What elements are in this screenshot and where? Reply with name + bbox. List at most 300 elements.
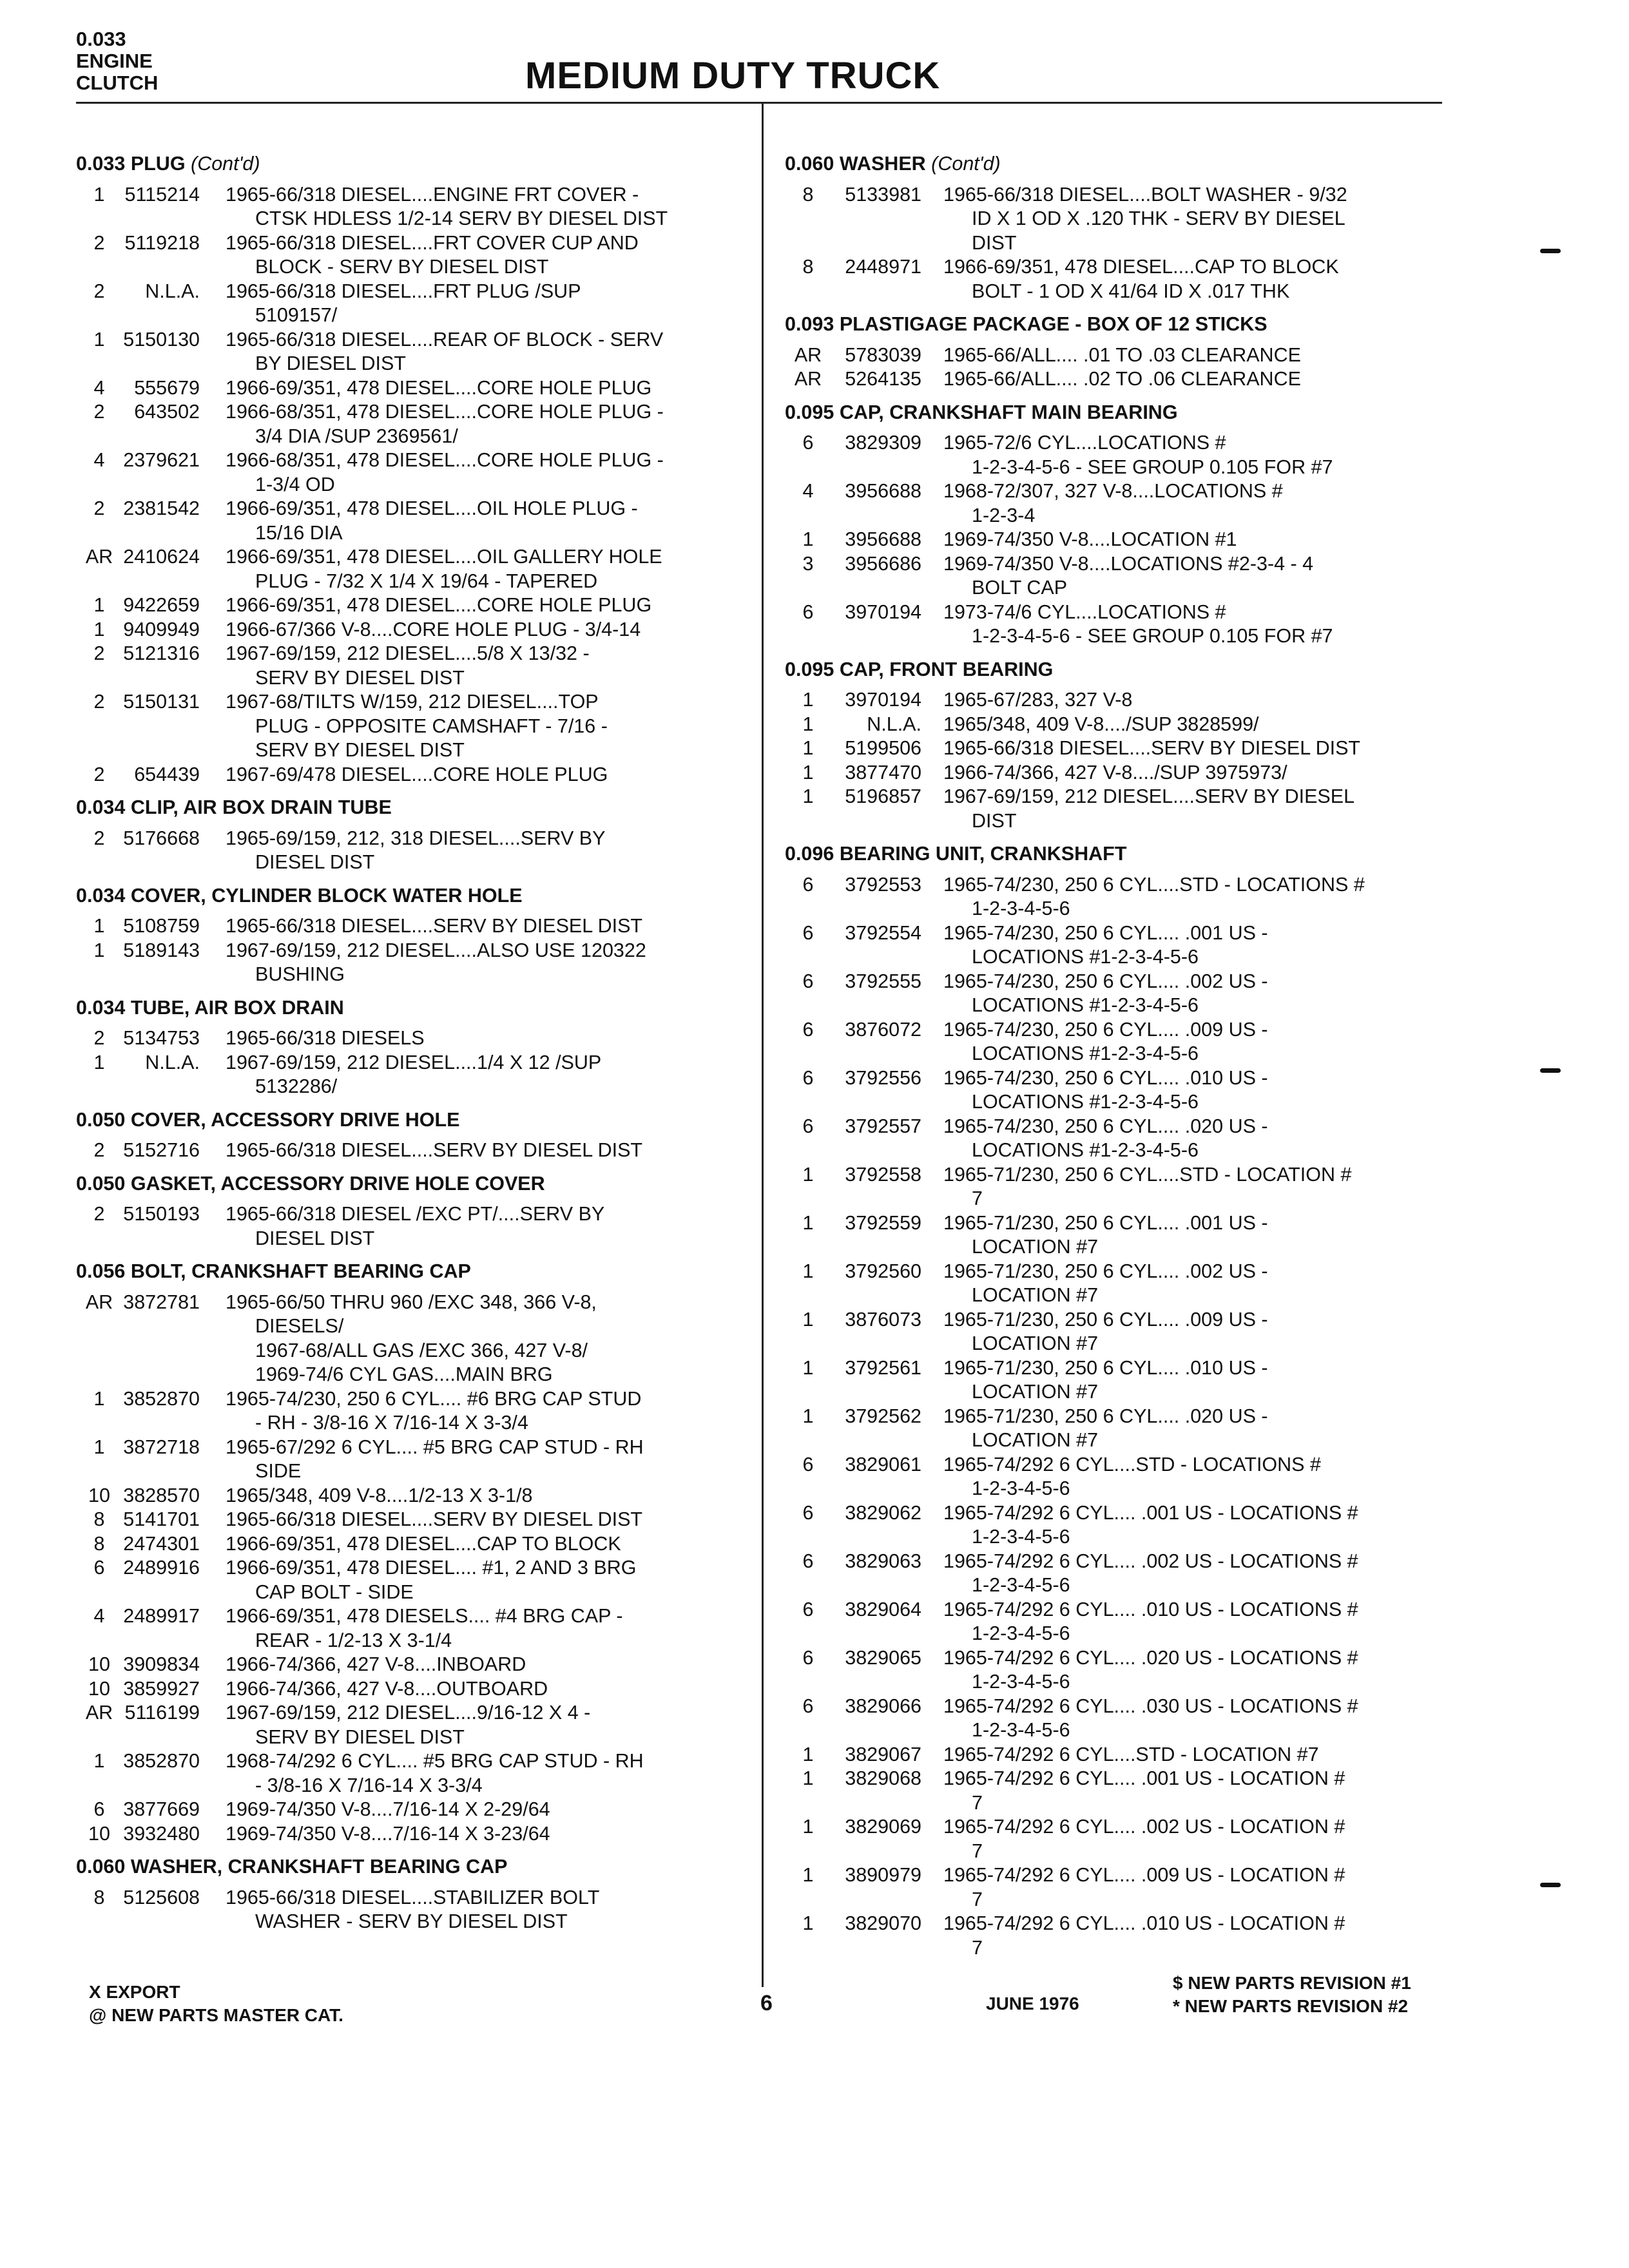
description-line: BY DIESEL DIST <box>255 352 406 374</box>
part-row <box>785 1912 1449 1960</box>
part-number: 555679 <box>134 376 200 399</box>
part-row <box>785 1163 1449 1211</box>
description-line: 1965-74/292 6 CYL.... .002 US - LOCATION # <box>943 1816 1345 1838</box>
margin-mark <box>1540 1068 1561 1073</box>
description-line: LOCATION #7 <box>972 1284 1099 1306</box>
part-description <box>226 1556 753 1604</box>
description-line: 1966-69/351, 478 DIESEL....OIL GALLERY HOLE <box>226 546 662 568</box>
part-number: 5199506 <box>845 737 921 759</box>
part-qty: 6 <box>802 1018 814 1041</box>
description-line: 1965-71/230, 250 6 CYL.... .009 US - <box>943 1308 1268 1331</box>
part-number: N.L.A. <box>145 280 200 302</box>
part-qty: 2 <box>93 231 105 254</box>
part-description <box>943 431 1449 479</box>
description-line: LOCATIONS #1-2-3-4-5-6 <box>972 994 1199 1016</box>
description-line: 1966-69/351, 478 DIESEL....CAP TO BLOCK <box>226 1532 621 1555</box>
part-number: 3909834 <box>123 1653 200 1675</box>
part-description <box>226 1886 753 1934</box>
description-line: 1966-74/366, 427 V-8....OUTBOARD <box>226 1677 548 1700</box>
description-line: 1965-74/230, 250 6 CYL.... .001 US - <box>943 921 1268 944</box>
description-line: 1965-69/159, 212, 318 DIESEL....SERV BY <box>226 827 606 849</box>
part-row <box>785 552 1449 601</box>
part-qty: 6 <box>802 873 814 896</box>
part-row <box>785 255 1449 303</box>
part-row <box>785 1453 1449 1501</box>
part-number: 5121316 <box>123 642 200 664</box>
part-qty: 1 <box>802 713 814 735</box>
description-line: 1966-69/351, 478 DIESELS.... #4 BRG CAP - <box>226 1605 623 1627</box>
part-description <box>226 763 753 787</box>
description-line: 1965-74/230, 250 6 CYL.... #6 BRG CAP STUD <box>226 1387 642 1410</box>
description-line: 1965-66/50 THRU 960 /EXC 348, 366 V-8, <box>226 1291 597 1313</box>
part-qty: 6 <box>802 601 814 623</box>
part-qty: 1 <box>802 1816 814 1838</box>
part-row <box>76 376 753 401</box>
description-line: 1969-74/350 V-8....LOCATIONS #2-3-4 - 4 <box>943 552 1314 575</box>
part-number: 3792554 <box>845 921 921 944</box>
description-line: 1967-69/159, 212 DIESEL....1/4 X 12 /SUP <box>226 1051 602 1073</box>
description-line: LOCATION #7 <box>972 1429 1099 1451</box>
part-row <box>785 431 1449 479</box>
part-number: 3877470 <box>845 761 921 783</box>
part-description <box>943 873 1449 921</box>
description-line: 1-2-3-4-5-6 - SEE GROUP 0.105 FOR #7 <box>972 456 1333 478</box>
part-description <box>226 1798 753 1822</box>
part-description <box>943 1646 1449 1695</box>
part-description <box>226 1026 753 1051</box>
part-number: 2410624 <box>123 546 200 568</box>
description-line: 1965-66/318 DIESEL....SERV BY DIESEL DIST <box>226 1508 643 1530</box>
part-row <box>785 688 1449 713</box>
part-number: 3792560 <box>845 1260 921 1282</box>
section-title: COVER, CYLINDER BLOCK WATER HOLE <box>130 884 523 907</box>
part-number: 3792555 <box>845 970 921 992</box>
part-number: 5119218 <box>124 231 200 254</box>
section-code: 0.095 <box>785 658 834 680</box>
part-qty: 2 <box>93 280 105 302</box>
part-description <box>226 618 753 642</box>
description-line: 1966-74/366, 427 V-8....INBOARD <box>226 1653 526 1675</box>
description-line: 1965-66/ALL.... .02 TO .06 CLEARANCE <box>943 368 1301 390</box>
description-line: 1967-69/478 DIESEL....CORE HOLE PLUG <box>226 763 608 785</box>
part-description <box>226 1202 753 1251</box>
part-number: 5134753 <box>123 1027 200 1049</box>
description-line: 1965-74/230, 250 6 CYL....STD - LOCATIONS # <box>943 873 1365 896</box>
part-row <box>76 1798 753 1822</box>
part-row <box>785 1405 1449 1453</box>
description-line: 1-2-3-4-5-6 <box>972 1526 1070 1548</box>
part-qty: 6 <box>802 1501 814 1524</box>
part-description <box>943 1695 1449 1743</box>
part-description <box>226 400 753 448</box>
part-qty: 10 <box>88 1653 110 1675</box>
description-line: 1965-71/230, 250 6 CYL.... .001 US - <box>943 1211 1268 1234</box>
section-code: 0.060 <box>76 1856 126 1878</box>
part-number: 5176668 <box>123 827 200 849</box>
part-row <box>76 1291 753 1387</box>
section-title: CLIP, AIR BOX DRAIN TUBE <box>130 796 392 818</box>
part-description <box>226 642 753 690</box>
description-line: 1-2-3-4-5-6 <box>972 1622 1070 1644</box>
part-qty: 6 <box>802 1066 814 1089</box>
part-row <box>76 763 753 787</box>
part-description <box>226 914 753 939</box>
description-line: 1968-74/292 6 CYL.... #5 BRG CAP STUD - RH <box>226 1750 644 1772</box>
part-number: 3890979 <box>845 1864 921 1886</box>
part-row <box>76 1749 753 1798</box>
description-line: 1965-66/318 DIESEL....SERV BY DIESEL DIST <box>943 737 1361 759</box>
part-row <box>76 400 753 448</box>
part-row <box>76 1051 753 1099</box>
description-line: 1965-74/292 6 CYL.... .030 US - LOCATIONS # <box>943 1695 1358 1717</box>
part-number: 3829070 <box>845 1912 921 1934</box>
part-qty: 8 <box>802 256 814 278</box>
part-qty: 1 <box>802 689 814 711</box>
part-description <box>943 367 1449 392</box>
part-number: N.L.A. <box>145 1051 200 1073</box>
description-line: BLOCK - SERV BY DIESEL DIST <box>255 256 549 278</box>
part-qty: 6 <box>802 921 814 944</box>
part-number: 5783039 <box>845 343 921 366</box>
section-code: 0.033 <box>76 153 126 175</box>
description-line: 1965-71/230, 250 6 CYL.... .020 US - <box>943 1405 1268 1427</box>
header-code-line: 0.033 <box>76 28 126 50</box>
part-description <box>943 1211 1449 1260</box>
right-column <box>785 152 1449 1960</box>
part-number: 3829062 <box>845 1501 921 1524</box>
description-line: 1965-74/292 6 CYL.... .001 US - LOCATIONS # <box>943 1501 1358 1524</box>
section-title: TUBE, AIR BOX DRAIN <box>130 996 344 1019</box>
description-line: 1967-69/159, 212 DIESEL....5/8 X 13/32 - <box>226 642 590 664</box>
part-number: 5125608 <box>123 1886 200 1908</box>
part-description <box>943 1115 1449 1163</box>
part-description <box>226 1822 753 1847</box>
footer-master-cat-note: @ NEW PARTS MASTER CAT. <box>89 2005 343 2025</box>
part-qty: 6 <box>93 1557 105 1579</box>
part-description <box>943 713 1449 737</box>
part-number: 3829066 <box>845 1695 921 1717</box>
part-row <box>76 1508 753 1532</box>
section-code: 0.034 <box>76 796 126 818</box>
footer-date: JUNE 1976 <box>986 1994 1079 2013</box>
part-qty: 1 <box>802 1211 814 1234</box>
part-description <box>226 1677 753 1702</box>
part-number: 3859927 <box>123 1677 200 1700</box>
part-number: 5115214 <box>124 183 200 206</box>
part-row <box>785 479 1449 528</box>
part-description <box>943 1260 1449 1308</box>
column-divider <box>762 103 764 1987</box>
part-description <box>943 1912 1449 1960</box>
description-line: 1968-72/307, 327 V-8....LOCATIONS # <box>943 480 1283 502</box>
part-qty: 2 <box>93 1203 105 1225</box>
description-line: 1965-71/230, 250 6 CYL.... .002 US - <box>943 1260 1268 1282</box>
description-line: 1967-68/ALL GAS /EXC 366, 427 V-8/ <box>255 1339 588 1361</box>
header-code-line: ENGINE <box>76 50 153 72</box>
section-heading <box>76 884 753 908</box>
description-line: 1965-66/ALL.... .01 TO .03 CLEARANCE <box>943 343 1301 366</box>
part-row <box>76 183 753 231</box>
part-description <box>943 343 1449 368</box>
description-line: 1969-74/6 CYL GAS....MAIN BRG <box>255 1363 553 1385</box>
section-title: GASKET, ACCESSORY DRIVE HOLE COVER <box>130 1172 545 1195</box>
description-line: REAR - 1/2-13 X 3-1/4 <box>255 1629 452 1651</box>
description-line: LOCATION #7 <box>972 1381 1099 1403</box>
description-line: LOCATIONS #1-2-3-4-5-6 <box>972 1043 1199 1064</box>
part-description <box>943 785 1449 833</box>
part-row <box>785 1815 1449 1863</box>
description-line: 5132286/ <box>255 1075 338 1097</box>
part-qty: 1 <box>93 1051 105 1073</box>
part-number: 3792562 <box>845 1405 921 1427</box>
description-line: 1967-69/159, 212 DIESEL....9/16-12 X 4 - <box>226 1702 591 1724</box>
part-qty: 4 <box>802 480 814 502</box>
section-title: PLUG <box>130 153 186 175</box>
part-qty: 1 <box>802 1308 814 1331</box>
description-line: 1969-74/350 V-8....7/16-14 X 3-23/64 <box>226 1822 550 1845</box>
part-description <box>226 1387 753 1436</box>
part-row <box>76 1556 753 1604</box>
description-line: 1965-66/318 DIESEL....FRT COVER CUP AND <box>226 231 639 254</box>
part-qty: 6 <box>802 1695 814 1717</box>
part-description <box>943 1018 1449 1066</box>
part-qty: 3 <box>802 552 814 575</box>
section-heading <box>785 842 1449 867</box>
description-line: SERV BY DIESEL DIST <box>255 1725 465 1748</box>
part-number: 2381542 <box>123 497 200 519</box>
part-qty: 6 <box>802 1115 814 1137</box>
part-row <box>785 1598 1449 1646</box>
footer-revision-1: $ NEW PARTS REVISION #1 <box>1173 1973 1411 1993</box>
description-line: 1965-66/318 DIESEL....ENGINE FRT COVER - <box>226 183 639 206</box>
section-title: CAP, CRANKSHAFT MAIN BEARING <box>839 401 1178 423</box>
description-line: 1966-69/351, 478 DIESEL....CAP TO BLOCK <box>943 256 1339 278</box>
section-title: BEARING UNIT, CRANKSHAFT <box>839 843 1127 865</box>
part-number: 3877669 <box>123 1798 200 1820</box>
part-row <box>785 1743 1449 1767</box>
description-line: - 3/8-16 X 7/16-14 X 3-3/4 <box>255 1774 483 1796</box>
description-line: 1973-74/6 CYL....LOCATIONS # <box>943 601 1226 623</box>
part-qty: 1 <box>93 1387 105 1410</box>
description-line: 1965-66/318 DIESEL....FRT PLUG /SUP <box>226 280 581 302</box>
part-number: 3852870 <box>123 1387 200 1410</box>
description-line: BOLT CAP <box>972 577 1068 599</box>
part-row <box>76 545 753 593</box>
section-heading <box>76 1108 753 1133</box>
part-number: 3792559 <box>845 1211 921 1234</box>
part-description <box>226 939 753 987</box>
description-line: SERV BY DIESEL DIST <box>255 739 465 761</box>
part-description <box>226 1139 753 1163</box>
left-column <box>76 152 753 1934</box>
part-number: 3792561 <box>845 1356 921 1379</box>
description-line: CAP BOLT - SIDE <box>255 1581 414 1603</box>
part-row <box>76 1202 753 1251</box>
part-description <box>226 1532 753 1557</box>
part-number: N.L.A. <box>867 713 921 735</box>
part-qty: 1 <box>802 1743 814 1765</box>
part-qty: 10 <box>88 1822 110 1845</box>
section-heading <box>76 152 753 177</box>
part-qty: 10 <box>88 1484 110 1506</box>
part-row <box>76 1604 753 1653</box>
part-description <box>943 970 1449 1018</box>
description-line: BUSHING <box>255 963 345 985</box>
section-continued: (Cont'd) <box>931 153 1001 175</box>
part-description <box>226 376 753 401</box>
description-line: 1-2-3-4-5-6 - SEE GROUP 0.105 FOR #7 <box>972 625 1333 647</box>
description-line: 1965-67/292 6 CYL.... #5 BRG CAP STUD - RH <box>226 1436 644 1458</box>
section-title: PLASTIGAGE PACKAGE - BOX OF 12 STICKS <box>839 313 1268 335</box>
part-description <box>226 545 753 593</box>
part-description <box>943 1743 1449 1767</box>
part-row <box>785 1356 1449 1405</box>
part-row <box>76 1139 753 1163</box>
part-description <box>226 1653 753 1677</box>
part-description <box>943 479 1449 528</box>
part-row <box>76 1026 753 1051</box>
section-code: 0.050 <box>76 1172 126 1195</box>
description-line: 1966-67/366 V-8....CORE HOLE PLUG - 3/4-14 <box>226 618 641 640</box>
part-qty: AR <box>794 368 822 390</box>
part-number: 5150193 <box>123 1203 200 1225</box>
part-row <box>76 690 753 763</box>
part-description <box>943 688 1449 713</box>
description-line: 1-2-3-4-5-6 <box>972 1574 1070 1596</box>
part-number: 5141701 <box>123 1508 200 1530</box>
section-code: 0.050 <box>76 1108 126 1131</box>
part-row <box>785 343 1449 368</box>
section-title: CAP, FRONT BEARING <box>839 658 1054 680</box>
part-number: 5264135 <box>845 368 921 390</box>
part-number: 3829063 <box>845 1550 921 1572</box>
section-heading <box>785 152 1449 177</box>
part-qty: 1 <box>802 737 814 759</box>
part-number: 3956686 <box>845 552 921 575</box>
header-code-line: CLUTCH <box>76 72 159 94</box>
part-qty: 6 <box>802 1598 814 1620</box>
description-line: LOCATION #7 <box>972 1332 1099 1354</box>
part-qty: 1 <box>93 594 105 616</box>
page-title: MEDIUM DUTY TRUCK <box>525 55 941 97</box>
page-number: 6 <box>760 1991 773 2015</box>
part-number: 9422659 <box>123 594 200 616</box>
part-number: 5108759 <box>123 915 200 937</box>
footer-right <box>1173 1972 1411 2018</box>
part-qty: 4 <box>93 1605 105 1627</box>
part-number: 3829309 <box>845 432 921 454</box>
part-row <box>76 1436 753 1484</box>
part-row <box>785 601 1449 649</box>
part-qty: 1 <box>802 1405 814 1427</box>
description-line: - RH - 3/8-16 X 7/16-14 X 3-3/4 <box>255 1412 528 1434</box>
part-qty: 1 <box>93 618 105 640</box>
description-line: 1965-66/318 DIESEL /EXC PT/....SERV BY <box>226 1203 605 1225</box>
description-line: 1966-74/366, 427 V-8..../SUP 3975973/ <box>943 761 1287 783</box>
part-number: 3829069 <box>845 1816 921 1838</box>
part-number: 3792556 <box>845 1066 921 1089</box>
part-description <box>943 736 1449 761</box>
header-code <box>76 28 158 94</box>
part-description <box>943 552 1449 601</box>
description-line: 7 <box>972 1840 983 1862</box>
part-qty: 6 <box>802 1453 814 1475</box>
part-qty: 1 <box>802 1864 814 1886</box>
part-row <box>785 528 1449 552</box>
part-qty: 2 <box>93 763 105 785</box>
part-qty: 6 <box>802 1550 814 1572</box>
part-description <box>943 1066 1449 1115</box>
section-title: BOLT, CRANKSHAFT BEARING CAP <box>130 1260 471 1282</box>
part-row <box>76 231 753 280</box>
part-row <box>785 1211 1449 1260</box>
part-number: 2379621 <box>123 449 200 471</box>
margin-mark <box>1540 249 1561 253</box>
part-row <box>785 1646 1449 1695</box>
description-line: LOCATIONS #1-2-3-4-5-6 <box>972 946 1199 968</box>
description-line: DIESEL DIST <box>255 851 375 873</box>
description-line: ID X 1 OD X .120 THK - SERV BY DIESEL <box>972 207 1345 229</box>
description-line: 15/16 DIA <box>255 521 343 544</box>
part-qty: AR <box>794 343 822 366</box>
part-description <box>226 1484 753 1508</box>
part-qty: AR <box>85 546 113 568</box>
description-line: 1965-66/318 DIESELS <box>226 1027 425 1049</box>
part-row <box>76 448 753 497</box>
description-line: 1965-74/292 6 CYL....STD - LOCATIONS # <box>943 1453 1321 1475</box>
description-line: 1965-66/318 DIESEL....BOLT WASHER - 9/32 <box>943 183 1347 206</box>
part-description <box>226 827 753 875</box>
part-number: 5116199 <box>124 1702 200 1724</box>
section-code: 0.096 <box>785 843 834 865</box>
part-qty: 1 <box>93 1436 105 1458</box>
part-description <box>943 1767 1449 1815</box>
part-qty: AR <box>85 1702 113 1724</box>
part-row <box>76 914 753 939</box>
section-heading <box>76 796 753 820</box>
description-line: 5109157/ <box>255 304 338 326</box>
description-line: 1965-74/230, 250 6 CYL.... .009 US - <box>943 1018 1268 1041</box>
part-row <box>76 642 753 690</box>
part-description <box>943 183 1449 256</box>
part-description <box>943 1356 1449 1405</box>
part-description <box>943 921 1449 970</box>
section-heading <box>76 1172 753 1196</box>
part-qty: 4 <box>93 449 105 471</box>
part-qty: 2 <box>93 1027 105 1049</box>
part-row <box>76 1484 753 1508</box>
part-row <box>785 1767 1449 1815</box>
section-title: WASHER <box>839 153 926 175</box>
part-description <box>226 1604 753 1653</box>
part-number: 3970194 <box>845 689 921 711</box>
part-row <box>76 1677 753 1702</box>
part-qty: 6 <box>93 1798 105 1820</box>
part-description <box>226 328 753 376</box>
description-line: 1966-69/351, 478 DIESEL.... #1, 2 AND 3 BRG <box>226 1557 637 1579</box>
description-line: 1965-71/230, 250 6 CYL.... .010 US - <box>943 1356 1268 1379</box>
section-code: 0.034 <box>76 996 126 1019</box>
part-qty: 8 <box>93 1508 105 1530</box>
part-number: 654439 <box>134 763 200 785</box>
description-line: DIESEL DIST <box>255 1227 375 1249</box>
part-qty: 2 <box>93 497 105 519</box>
description-line: 1-2-3-4-5-6 <box>972 1719 1070 1741</box>
part-row <box>76 1387 753 1436</box>
part-qty: 1 <box>802 528 814 550</box>
description-line: 1965-66/318 DIESEL....REAR OF BLOCK - SERV <box>226 328 664 351</box>
part-qty: 1 <box>802 1163 814 1186</box>
